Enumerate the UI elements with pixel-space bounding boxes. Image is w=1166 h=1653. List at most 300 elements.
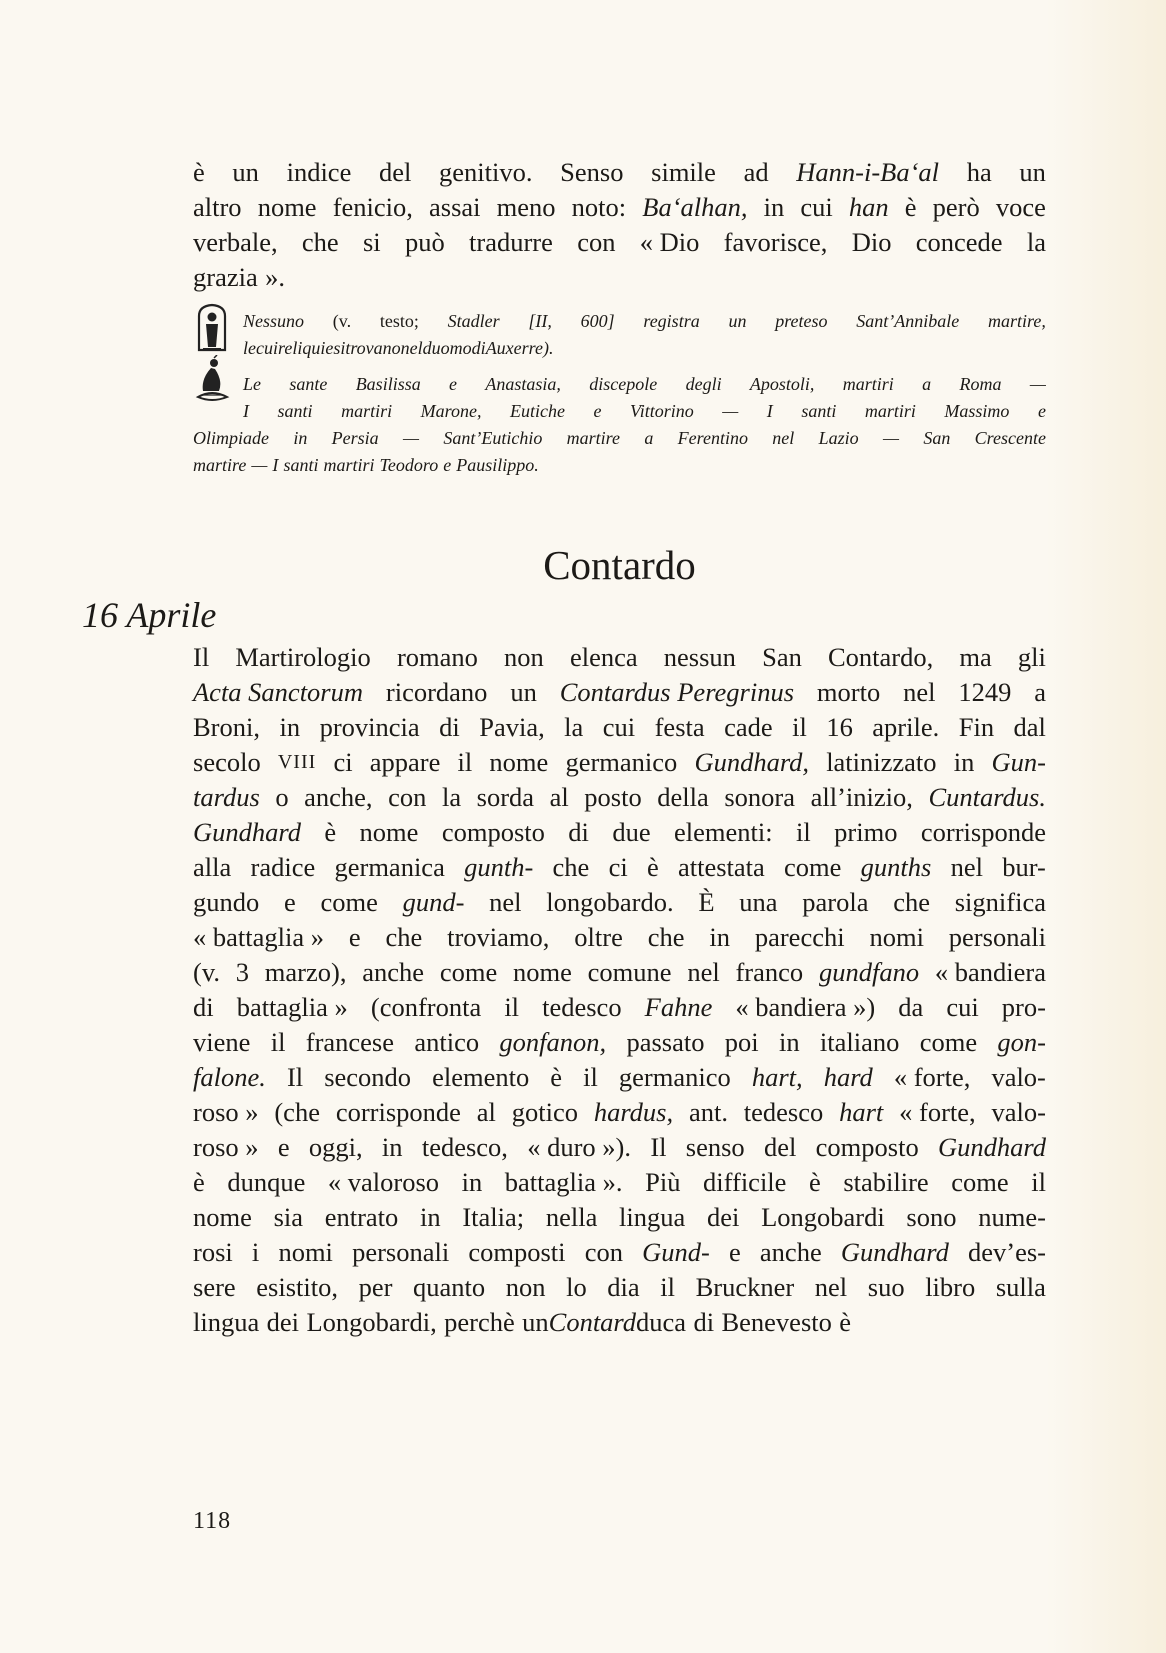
word: tedesco,	[421, 1132, 508, 1162]
word: della	[657, 782, 709, 812]
word: « bandiera »)	[735, 992, 876, 1022]
text-line	[193, 335, 1046, 362]
word: in	[709, 922, 730, 952]
word: corrisponde	[335, 1097, 461, 1127]
word: a	[1034, 677, 1046, 707]
word: gotico	[511, 1097, 578, 1127]
word: preteso	[775, 311, 828, 331]
word: gli	[1017, 642, 1046, 672]
word: germanica	[334, 852, 445, 882]
word: il	[270, 1027, 286, 1057]
top-paragraph	[193, 155, 1046, 295]
word: Sant’Annibale	[856, 311, 960, 331]
word: sante	[289, 374, 328, 394]
word: 3	[235, 957, 250, 987]
word: Roma	[959, 374, 1002, 394]
word: Longobardi	[761, 1202, 885, 1232]
word: comune	[587, 957, 672, 987]
word: la	[1026, 227, 1046, 257]
text-line	[193, 990, 1046, 1025]
word: Apostoli,	[749, 374, 815, 394]
word: hart	[839, 1097, 884, 1127]
word: 600]	[580, 311, 615, 331]
word: franco	[735, 957, 804, 987]
word: nel	[400, 338, 423, 358]
word: è	[904, 192, 917, 222]
word: di	[568, 817, 589, 847]
word: marzo),	[264, 957, 347, 987]
word: parola	[802, 887, 869, 917]
word: il	[583, 1062, 598, 1092]
word: santi	[277, 401, 313, 421]
word: viene	[193, 1027, 251, 1057]
word: antico	[414, 1027, 480, 1057]
text-line	[193, 1270, 1046, 1305]
text-line	[193, 1165, 1046, 1200]
word: gunths	[860, 852, 932, 882]
word: e	[1037, 401, 1046, 421]
word: dia	[607, 1272, 640, 1302]
word: San	[923, 428, 951, 448]
word: Contardo,	[827, 642, 934, 672]
word: Bruckner	[695, 1272, 795, 1302]
word: noto:	[571, 192, 627, 222]
word: gundfano	[818, 957, 920, 987]
word: con	[388, 782, 427, 812]
word: Nessuno	[243, 311, 305, 331]
word: Fin	[958, 712, 995, 742]
word: Fahne	[644, 992, 713, 1022]
word: la	[564, 712, 584, 742]
text-line	[193, 745, 1046, 780]
word: concede	[915, 227, 1003, 257]
word: personali	[352, 1237, 450, 1267]
word: che	[893, 887, 930, 917]
word: martiri	[842, 374, 894, 394]
word: (v.	[193, 957, 220, 987]
word: elemento	[432, 1062, 530, 1092]
word: tradurre	[469, 227, 553, 257]
word: nel	[772, 428, 795, 448]
word: gunth-	[464, 852, 534, 882]
text-line	[193, 225, 1046, 260]
word: suo	[867, 1272, 905, 1302]
word: nome	[513, 957, 572, 987]
word: « valoroso	[327, 1167, 440, 1197]
word: senso	[685, 1132, 745, 1162]
word: e	[729, 1237, 741, 1267]
word: sulla	[995, 1272, 1046, 1302]
main-paragraph	[193, 640, 1046, 1340]
word: ricordano	[385, 677, 488, 707]
word: significa	[954, 887, 1046, 917]
word: come	[784, 852, 842, 882]
word: Sant’Eutichio	[443, 428, 543, 448]
word: nome	[489, 747, 549, 777]
word: Marone,	[420, 401, 482, 421]
word: nel	[687, 957, 720, 987]
word: testo;	[379, 311, 419, 331]
word: come	[951, 1167, 1009, 1197]
word: cui	[256, 338, 278, 358]
word: il	[796, 817, 811, 847]
word: Cuntardus.	[928, 782, 1046, 812]
word: verbale,	[193, 227, 278, 257]
word: I	[243, 401, 249, 421]
text-line	[193, 371, 1046, 398]
word: e	[593, 401, 602, 421]
word: nomi	[869, 922, 924, 952]
word: roso »	[193, 1097, 259, 1127]
word: « bandiera	[934, 957, 1046, 987]
word: Italia;	[462, 1202, 525, 1232]
word: —	[403, 428, 420, 448]
word: Gundhard	[938, 1132, 1046, 1162]
word: ha	[966, 157, 992, 187]
text-line	[193, 425, 1046, 452]
section-title: Contardo	[543, 542, 696, 588]
word: ant.	[688, 1097, 728, 1127]
word: Teodoro	[379, 455, 439, 475]
word: il	[660, 1272, 675, 1302]
word: ci	[608, 852, 628, 882]
word: e	[443, 455, 452, 475]
word: lingua	[619, 1202, 686, 1232]
word: Massimo	[944, 401, 1010, 421]
word: hard	[823, 1062, 873, 1092]
word: nel	[903, 677, 936, 707]
note-none-saint	[193, 308, 1046, 362]
word: Gundhard,	[694, 747, 810, 777]
word: 16	[826, 712, 853, 742]
word: anche	[362, 957, 425, 987]
word: francese	[305, 1027, 395, 1057]
word: si	[333, 338, 346, 358]
text-line	[193, 1305, 1046, 1340]
word: però	[932, 192, 980, 222]
word: come	[320, 887, 378, 917]
word: e	[348, 922, 361, 952]
text-line	[193, 710, 1046, 745]
word: —	[1029, 374, 1046, 394]
word: primo	[834, 817, 898, 847]
word: battaglia ».	[504, 1167, 623, 1197]
text-line	[193, 1235, 1046, 1270]
word: difficile	[703, 1167, 787, 1197]
word: « forte,	[893, 1062, 971, 1092]
word: dal	[1013, 712, 1046, 742]
text-line	[193, 1130, 1046, 1165]
word: di	[471, 338, 486, 358]
word: una	[739, 887, 778, 917]
word: roso »	[193, 1132, 259, 1162]
word: può	[404, 227, 445, 257]
word: duca	[636, 1307, 687, 1337]
word: (che	[274, 1097, 320, 1127]
word: in	[279, 712, 301, 742]
word: in	[763, 192, 785, 222]
word: Il	[650, 1132, 667, 1162]
word: È	[698, 887, 715, 917]
word: Gundhard	[193, 817, 301, 847]
word: reliquie	[278, 338, 334, 358]
word: meno	[496, 192, 556, 222]
word: di	[693, 1307, 715, 1337]
word: cui	[602, 712, 636, 742]
word: tedesco	[743, 1097, 824, 1127]
word: santi	[801, 401, 837, 421]
word: nessun	[663, 642, 736, 672]
kneeling-saint-icon	[193, 355, 231, 405]
word: che	[647, 922, 685, 952]
word: gon-	[997, 1027, 1046, 1057]
word: i	[251, 1237, 260, 1267]
word: in	[461, 1167, 483, 1197]
word: è	[839, 1307, 852, 1337]
word: nome	[257, 192, 317, 222]
word: Più	[645, 1167, 681, 1197]
word: è	[550, 1062, 563, 1092]
word: Pavia,	[479, 712, 545, 742]
word: Gundhard	[840, 1237, 949, 1267]
word: longobardo.	[546, 887, 674, 917]
text-line	[193, 885, 1046, 920]
word: nomi	[278, 1237, 333, 1267]
word: si	[362, 227, 381, 257]
word: è	[193, 1167, 205, 1197]
word: martire,	[988, 311, 1046, 331]
word: alla	[193, 852, 232, 882]
word: Ferentino	[677, 428, 748, 448]
text-line	[193, 308, 1046, 335]
word: all’inizio,	[810, 782, 913, 812]
text-line	[193, 955, 1046, 990]
word: il	[457, 747, 473, 777]
word: sorda	[476, 782, 535, 812]
word: hardus,	[593, 1097, 674, 1127]
word: appare	[369, 747, 441, 777]
word: poi	[724, 1027, 759, 1057]
word: Gun-	[991, 747, 1046, 777]
word: è	[646, 852, 659, 882]
word: attestata	[677, 852, 765, 882]
word: di	[439, 712, 460, 742]
word: del	[763, 1132, 797, 1162]
text-line	[193, 640, 1046, 675]
word: Dio	[851, 227, 892, 257]
word: anche	[759, 1237, 822, 1267]
word: indice	[286, 157, 352, 187]
word: —	[722, 401, 739, 421]
word: Il	[193, 642, 210, 672]
word: discepole	[589, 374, 658, 394]
word: « duro »).	[527, 1132, 632, 1162]
word: secolo	[193, 747, 261, 777]
word: o	[275, 782, 289, 812]
word: ».	[265, 262, 286, 292]
word: composti	[468, 1237, 566, 1267]
word: da	[898, 992, 924, 1022]
word: le	[243, 338, 256, 358]
word: Gund-	[642, 1237, 710, 1267]
word: nel	[489, 887, 522, 917]
word: germanico	[618, 1062, 731, 1092]
word: libro	[925, 1272, 976, 1302]
word: I	[766, 401, 773, 421]
word: che	[301, 227, 339, 257]
word: latinizzato	[826, 747, 937, 777]
word: [II,	[528, 311, 552, 331]
word: al	[549, 782, 569, 812]
word: I	[272, 455, 279, 475]
word: personali	[948, 922, 1046, 952]
word: sonora	[724, 782, 796, 812]
word: Contardus Peregrinus	[559, 677, 795, 707]
word: Contard	[548, 1307, 637, 1337]
paper-tint	[1046, 0, 1166, 1653]
word: nel	[950, 852, 983, 882]
word: valo-	[991, 1097, 1046, 1127]
word: « forte,	[899, 1097, 976, 1127]
word: trovano	[345, 338, 401, 358]
word: simile	[651, 157, 716, 187]
word: grazia	[193, 262, 258, 292]
word: provincia	[319, 712, 420, 742]
word: parecchi	[754, 922, 845, 952]
word: valo-	[991, 1062, 1046, 1092]
word: battaglia »	[236, 992, 348, 1022]
word: Eutiche	[509, 401, 565, 421]
text-line	[193, 1060, 1046, 1095]
text-line	[193, 1025, 1046, 1060]
word: Auxerre).	[485, 338, 554, 358]
word: Le	[243, 374, 261, 394]
word: è	[324, 817, 337, 847]
word: Acta Sanctorum	[193, 677, 364, 707]
word: e	[283, 887, 296, 917]
word: Anastasia,	[485, 374, 561, 394]
word: Broni,	[193, 712, 260, 742]
word: dei	[266, 1307, 300, 1337]
word: martiri	[341, 401, 393, 421]
word: per	[358, 1272, 393, 1302]
page-number: 118	[193, 1508, 232, 1534]
word: bur-	[1002, 852, 1046, 882]
word: fenicio,	[332, 192, 413, 222]
word: voce	[995, 192, 1046, 222]
word: santi	[283, 455, 319, 475]
word: che	[385, 922, 423, 952]
word: falone.	[193, 1062, 266, 1092]
word: il	[1031, 1167, 1046, 1197]
word: romano	[396, 642, 478, 672]
word: al	[476, 1097, 496, 1127]
word: entrato	[324, 1202, 399, 1232]
text-line	[193, 452, 1046, 479]
word: in	[420, 1202, 441, 1232]
word: nome	[359, 817, 419, 847]
word: sono	[906, 1202, 957, 1232]
word: in	[293, 428, 308, 448]
word: perchè	[444, 1307, 515, 1337]
word: nel	[814, 1272, 848, 1302]
word: degli	[685, 374, 722, 394]
word: (confronta	[370, 992, 482, 1022]
word: non	[505, 1272, 546, 1302]
word: tardus	[193, 782, 260, 812]
word: in	[953, 747, 975, 777]
word: lingua	[193, 1307, 260, 1337]
word: in	[381, 1132, 403, 1162]
word: assai	[429, 192, 481, 222]
word: Stadler	[447, 311, 500, 331]
word: —	[882, 428, 899, 448]
word: altro	[193, 192, 242, 222]
word: la	[441, 782, 462, 812]
text-line	[193, 398, 1046, 425]
word: con	[584, 1237, 623, 1267]
word: a	[922, 374, 932, 394]
word: cade	[724, 712, 773, 742]
word: nella	[545, 1202, 598, 1232]
word: gund-	[402, 887, 465, 917]
word: martire	[193, 455, 247, 475]
word: (v.	[332, 311, 352, 331]
word: martiri	[323, 455, 375, 475]
word: posto	[584, 782, 642, 812]
word: elenca	[569, 642, 638, 672]
word: ad	[743, 157, 769, 187]
word: il	[504, 992, 520, 1022]
note-other-saints	[193, 371, 1046, 479]
word: del	[378, 157, 412, 187]
word: composto	[441, 817, 545, 847]
text-line	[193, 675, 1046, 710]
word: come	[439, 957, 498, 987]
word: Lazio	[818, 428, 859, 448]
word: « Dio	[639, 227, 700, 257]
word: Hann-i-Ba‘al	[796, 157, 940, 187]
word: duomo	[422, 338, 472, 358]
word: Olimpiade	[193, 428, 269, 448]
word: non	[504, 642, 544, 672]
word: di	[193, 992, 214, 1022]
word: Basilissa	[355, 374, 421, 394]
word: —	[251, 455, 268, 475]
word: genitivo.	[439, 157, 533, 187]
word: Benevesto	[721, 1307, 832, 1337]
text-line	[193, 260, 1046, 295]
word: passato	[626, 1027, 705, 1057]
word: italiano	[819, 1027, 900, 1057]
word: 1249	[958, 677, 1012, 707]
word: pro-	[1001, 992, 1046, 1022]
text-line	[193, 155, 1046, 190]
word: Pausilippo.	[456, 455, 539, 475]
word: un	[510, 677, 537, 707]
word: è	[193, 157, 205, 187]
word: un	[522, 1307, 549, 1337]
word: gundo	[193, 887, 260, 917]
word: e	[449, 374, 458, 394]
word: nome	[193, 1202, 252, 1232]
word: « battaglia »	[193, 922, 324, 952]
word: VIII	[277, 751, 317, 773]
word: Crescente	[974, 428, 1046, 448]
word: il	[792, 712, 807, 742]
word: martire	[566, 428, 620, 448]
word: ci	[333, 747, 353, 777]
